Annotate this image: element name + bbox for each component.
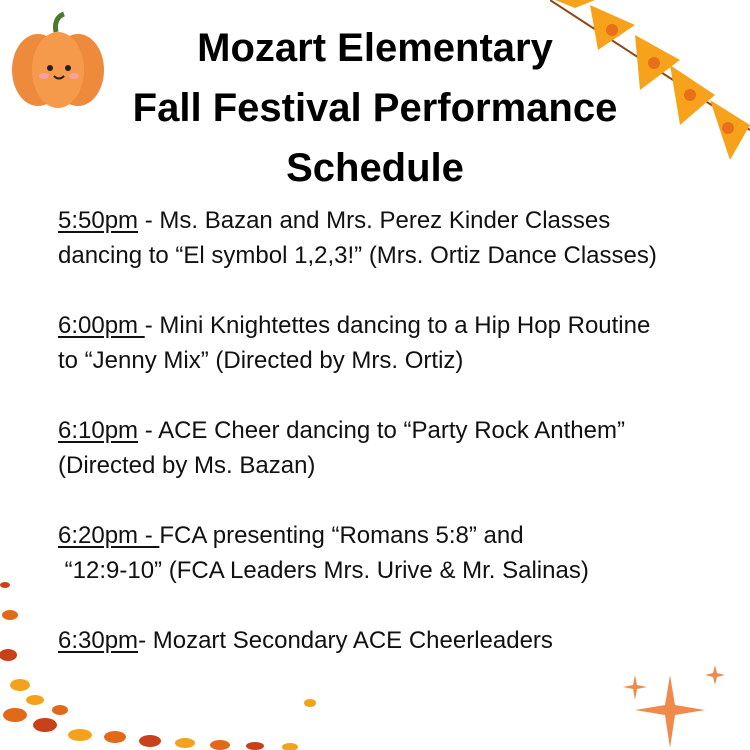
entry-time: 6:10pm (58, 417, 139, 444)
schedule-entry (58, 623, 748, 658)
entry-time: 6:00pm (58, 312, 145, 339)
entry-time: 5:50pm (58, 207, 139, 234)
title-line-1: Mozart Elementary (197, 26, 553, 70)
entry-time: 6:20pm - (58, 522, 160, 549)
entry-text: - Mini Knightettes dancing to a Hip Hop Routine (144, 312, 651, 339)
title-line-3: Schedule (286, 146, 464, 190)
entry-text: FCA presenting “Romans 5:8” and (159, 522, 524, 549)
entry-text: to “Jenny Mix” (Directed by Mrs. Ortiz) (58, 347, 464, 374)
performance-schedule (58, 203, 748, 693)
entry-text: - Ms. Bazan and Mrs. Perez Kinder Classes (138, 207, 611, 234)
page-title (0, 18, 750, 198)
schedule-entry (58, 308, 748, 378)
entry-text: (Directed by Ms. Bazan) (58, 452, 316, 479)
schedule-entry (58, 203, 748, 273)
entry-time: 6:30pm (58, 627, 139, 654)
entry-text: “12:9-10” (FCA Leaders Mrs. Urive & Mr. Salinas) (58, 557, 589, 584)
schedule-entry (58, 518, 748, 588)
entry-text: dancing to “El symbol 1,2,3!” (Mrs. Ortiz Dance Classes) (58, 242, 657, 269)
title-line-2: Fall Festival Performance (132, 86, 618, 130)
entry-text: - ACE Cheer dancing to “Party Rock Anthem” (138, 417, 625, 444)
schedule-entry (58, 413, 748, 483)
entry-text: - Mozart Secondary ACE Cheerleaders (138, 627, 553, 654)
